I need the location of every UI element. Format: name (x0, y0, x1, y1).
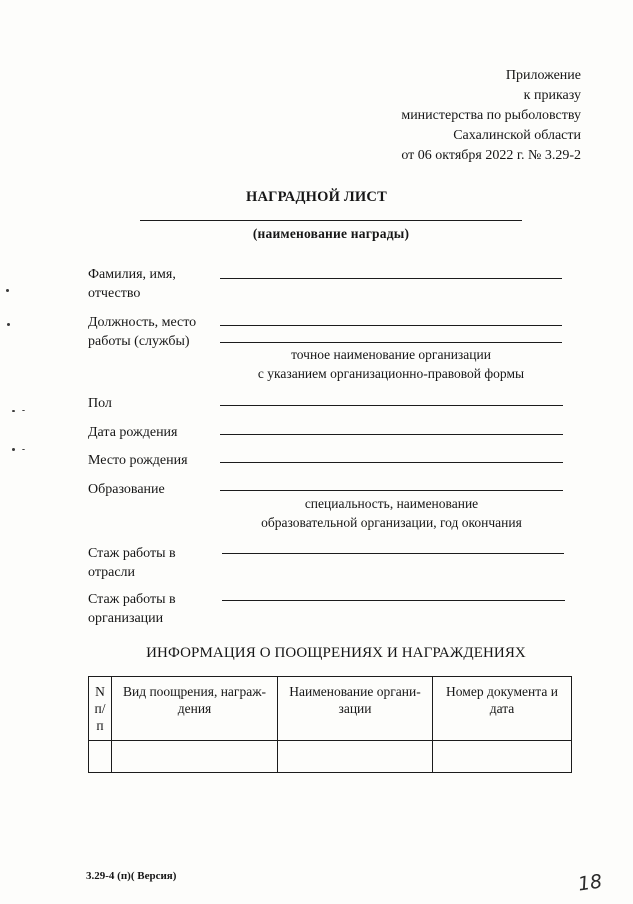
table-row (89, 741, 572, 773)
industry-experience-line[interactable] (222, 553, 564, 554)
table-cell-award-type[interactable] (112, 741, 278, 773)
position-line-2[interactable] (220, 342, 562, 343)
award-name-line[interactable] (140, 220, 522, 221)
table-cell-document[interactable] (433, 741, 572, 773)
scan-speck (12, 448, 15, 451)
org-hint-line-1: точное наименование организации (291, 347, 491, 362)
col-document-header: Номер документа и дата (433, 677, 572, 741)
org-hint (220, 345, 562, 383)
label-position: Должность, место работы (службы) (88, 315, 197, 349)
scan-speck (6, 289, 9, 292)
birth-place-line[interactable] (220, 462, 563, 463)
awards-table-header-row (89, 677, 572, 741)
header-line-ministry: министерства по рыболовству (401, 108, 581, 123)
scan-speck (7, 323, 10, 326)
org-experience-line[interactable] (222, 600, 565, 601)
label-education: Образование (88, 482, 165, 497)
birth-date-line[interactable] (220, 434, 563, 435)
scan-speck (22, 410, 25, 411)
col-number-header: N п/п (89, 677, 112, 741)
position-line-1[interactable] (220, 325, 562, 326)
awards-section-title: ИНФОРМАЦИЯ О ПООЩРЕНИЯХ И НАГРАЖДЕНИЯХ (146, 645, 526, 661)
col-award-type-header: Вид поощрения, награж- дения (112, 677, 278, 741)
scan-speck (22, 449, 25, 450)
header-line-date: от 06 октября 2022 г. № 3.29-2 (401, 148, 581, 163)
label-industry-experience: Стаж работы в отрасли (88, 546, 176, 580)
education-hint (220, 494, 563, 532)
handwritten-page-number: 18 (576, 870, 604, 896)
org-hint-line-2: с указанием организационно-правовой формы (257, 366, 525, 381)
sex-line[interactable] (220, 405, 563, 406)
col-organization-header: Наименование органи- зации (278, 677, 433, 741)
education-hint-line-1: специальность, наименование (304, 496, 479, 511)
scan-speck (12, 410, 15, 412)
table-cell-number[interactable] (89, 741, 112, 773)
table-cell-organization[interactable] (278, 741, 433, 773)
header-line-order: к приказу (523, 88, 581, 103)
awards-table (88, 676, 572, 773)
label-org-experience: Стаж работы в организации (88, 592, 176, 626)
label-birth-date: Дата рождения (88, 425, 178, 440)
label-full-name: Фамилия, имя, отчество (88, 267, 176, 301)
education-line[interactable] (220, 490, 563, 491)
label-sex: Пол (88, 396, 112, 411)
education-hint-line-2: образовательной организации, год окончания (261, 515, 522, 530)
footer-version: 3.29-4 (п)( Версия) (86, 870, 177, 882)
award-name-caption: (наименование награды) (252, 226, 410, 241)
label-birth-place: Место рождения (88, 453, 188, 468)
document-title: НАГРАДНОЙ ЛИСТ (246, 189, 387, 205)
header-block (281, 66, 581, 166)
full-name-line[interactable] (220, 278, 562, 279)
header-line-region: Сахалинской области (453, 128, 581, 143)
header-line-appendix: Приложение (505, 68, 581, 83)
